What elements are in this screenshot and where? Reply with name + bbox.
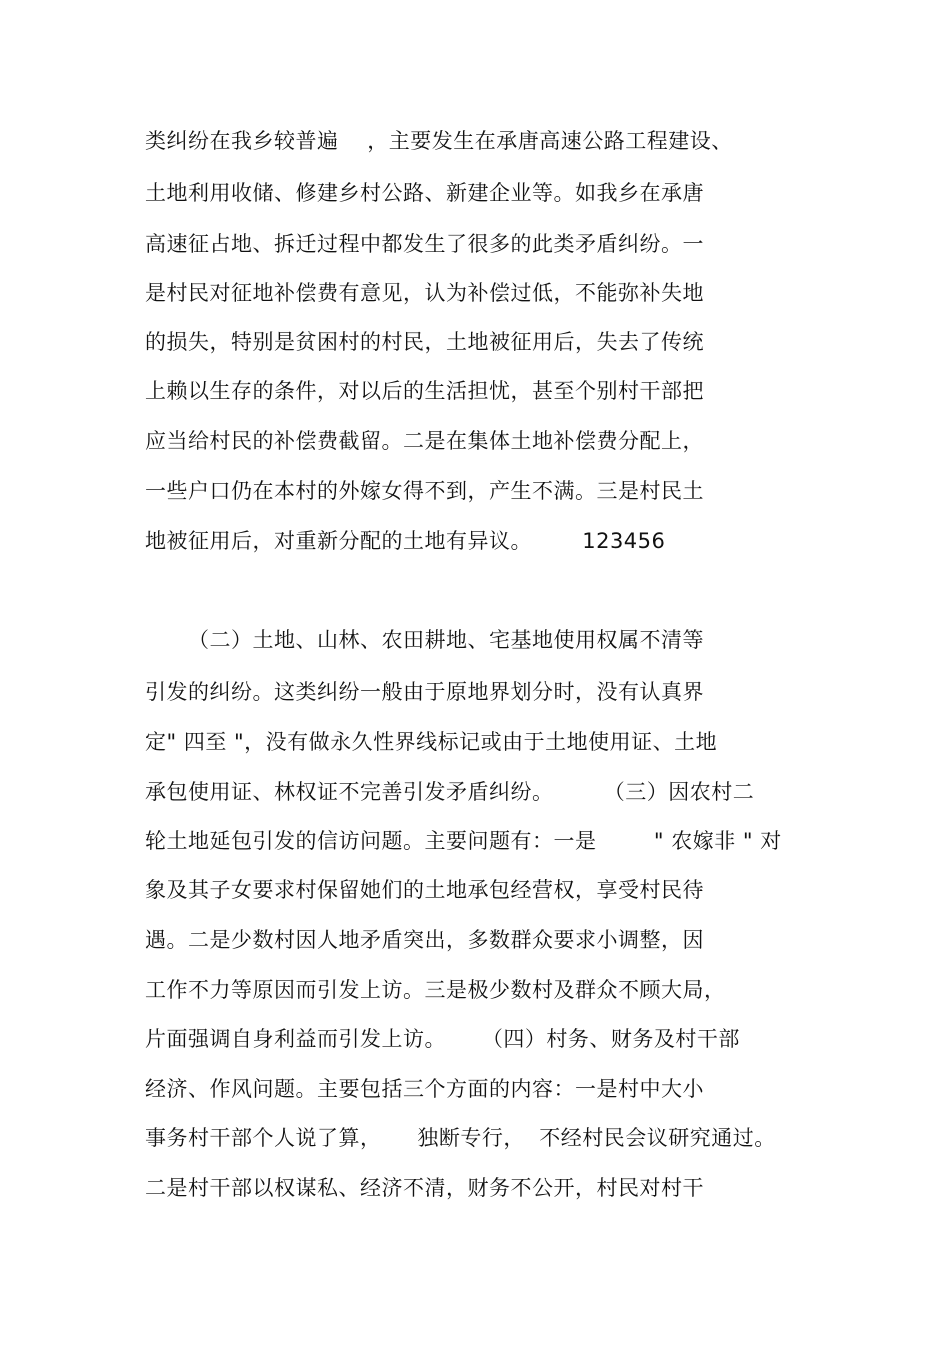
text-line-9: 地被征用后，对重新分配的土地有异议。 123456	[145, 529, 666, 553]
text-line-7: 应当给村民的补偿费截留。二是在集体土地补偿费分配上，	[145, 429, 704, 453]
text-line-4: 是村民对征地补偿费有意见，认为补偿过低，不能弥补失地	[145, 281, 704, 305]
text-line-10: （二）土地、山林、农田耕地、宅基地使用权属不清等	[145, 628, 705, 652]
text-line-6: 上赖以生存的条件，对以后的生活担忧，甚至个别村干部把	[145, 379, 704, 403]
text-line-19: 经济、作风问题。主要包括三个方面的内容：一是村中大小	[145, 1077, 704, 1101]
text-line-13: 承包使用证、林权证不完善引发矛盾纠纷。 （三）因农村二	[145, 780, 755, 804]
text-line-21: 二是村干部以权谋私、经济不清，财务不公开，村民对村干	[145, 1176, 704, 1200]
text-line-12: 定" 四至 "，没有做永久性界线标记或由于土地使用证、土地	[145, 730, 718, 754]
text-line-2: 土地利用收储、修建乡村公路、新建企业等。如我乡在承唐	[145, 181, 704, 205]
text-line-15: 象及其子女要求村保留她们的土地承包经营权，享受村民待	[145, 878, 704, 902]
text-line-8: 一些户口仍在本村的外嫁女得不到，产生不满。三是村民土	[145, 479, 704, 503]
text-line-17: 工作不力等原因而引发上访。三是极少数村及群众不顾大局，	[145, 978, 726, 1002]
text-line-1: 类纠纷在我乡较普遍 ，主要发生在承唐高速公路工程建设、	[145, 129, 733, 153]
text-line-14: 轮土地延包引发的信访问题。主要问题有：一是 " 农嫁非 " 对	[145, 829, 782, 853]
text-line-11: 引发的纠纷。这类纠纷一般由于原地界划分时，没有认真界	[145, 680, 704, 704]
text-line-20: 事务村干部个人说了算， 独断专行， 不经村民会议研究通过。	[145, 1126, 776, 1150]
text-line-18: 片面强调自身利益而引发上访。 （四）村务、财务及村干部	[145, 1027, 740, 1051]
text-line-5: 的损失，特别是贫困村的村民，土地被征用后，失去了传统	[145, 330, 704, 354]
text-line-3: 高速征占地、拆迁过程中都发生了很多的此类矛盾纠纷。一	[145, 232, 704, 256]
text-line-16: 遇。二是少数村因人地矛盾突出，多数群众要求小调整，因	[145, 928, 704, 952]
